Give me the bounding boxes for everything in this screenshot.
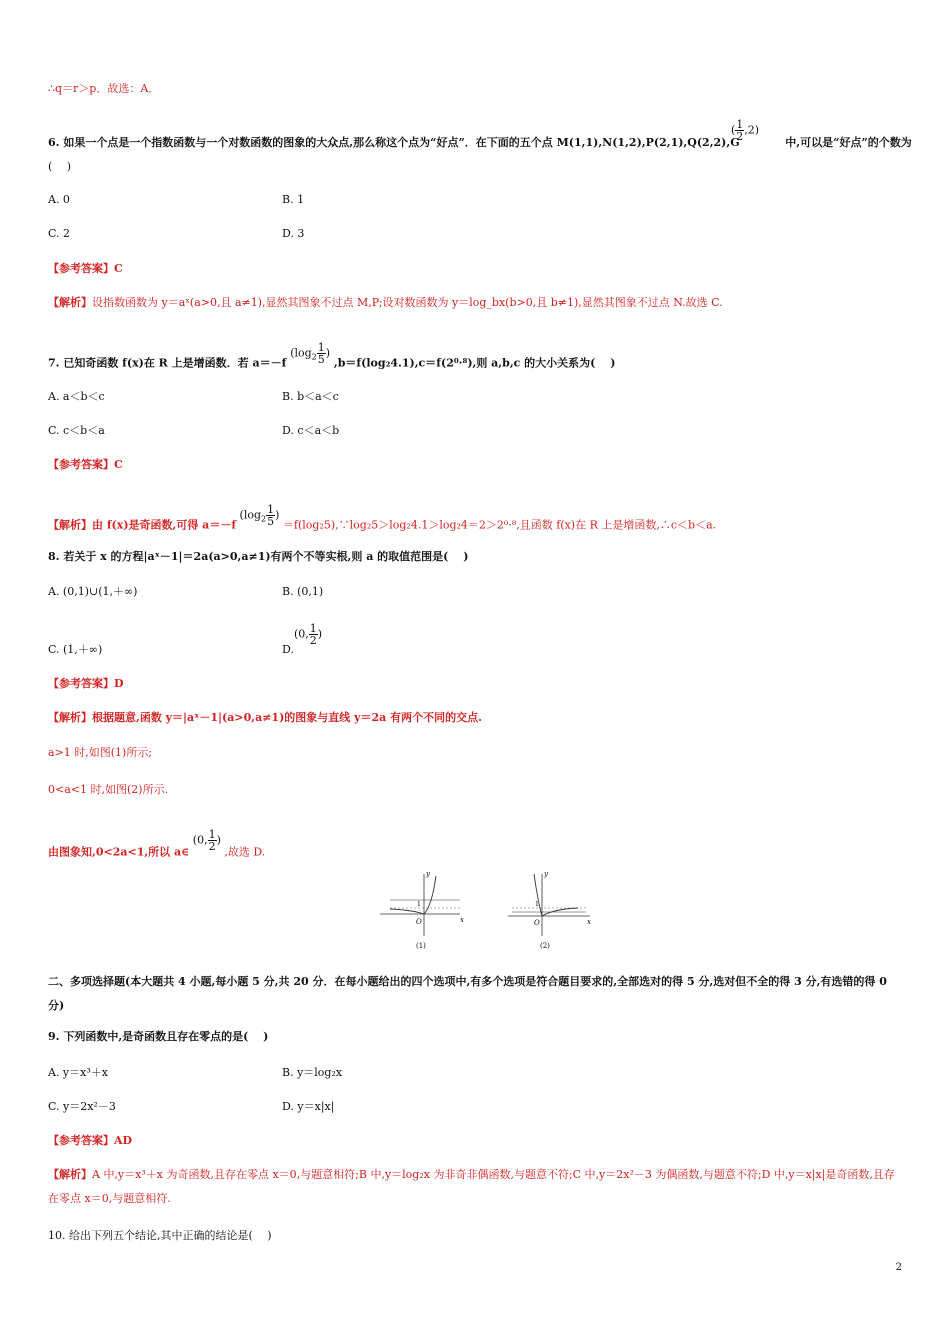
q9-option-a: A. y＝x³＋x bbox=[48, 1066, 108, 1079]
section-2-heading: 二、多项选择题(本大题共 4 小题,每小题 5 分,共 20 分．在每小题给出的四个选项中,有多个选项是符合题目要求的,全部选对的得 5 分,选对但不全的得 3 分,有选错的得 0 分) bbox=[48, 975, 887, 1012]
q8-analysis-1: 【解析】根据题意,函数 y＝|aˣ－1|(a>0,a≠1)的图象与直线 y＝2a 有两个不同的交点. bbox=[48, 711, 482, 724]
q9-option-b: B. y＝log₂x bbox=[282, 1066, 343, 1079]
graph-2-one: 1 bbox=[535, 901, 539, 908]
graph-1-label: (1) bbox=[416, 942, 426, 950]
q7-option-a: A. a＜b＜c bbox=[48, 390, 105, 403]
graph-2-curve bbox=[534, 874, 578, 916]
graph-2-x-label: x bbox=[587, 918, 591, 926]
q7-log-expression: ($\log_2$ $\frac{1}{5}$ ) bbox=[290, 341, 331, 366]
q7-answer: 【参考答案】C bbox=[48, 458, 123, 471]
q8-stem: 8. 若关于 x 的方程|aˣ－1|＝2a(a>0,a≠1)有两个不等实根,则 a 的取值范围是( ) bbox=[48, 550, 469, 563]
q8-analysis-interval: (0, $\frac{1}{2}$ ) bbox=[192, 828, 221, 853]
q8-answer: 【参考答案】D bbox=[48, 677, 124, 690]
q6-answer: 【参考答案】C bbox=[48, 262, 123, 275]
q8-option-d-interval: (0, $\frac{1}{2}$ ) bbox=[294, 622, 323, 647]
graph-2-y-label: y bbox=[544, 870, 548, 878]
graph-1-curve bbox=[390, 876, 436, 914]
q7-option-c: C. c＜b＜a bbox=[48, 424, 105, 437]
q6-option-c: C. 2 bbox=[48, 227, 71, 240]
graph-2-origin: O bbox=[534, 919, 540, 927]
graph-2-label: (2) bbox=[540, 942, 550, 950]
q7-analysis: 【解析】由 f(x)是奇函数,可得 a＝－f ($\log_2$ $\frac{1}{5}$ ) ＝f(log₂5),∵log₂5＞log₂4.1＞log₂4＝2＞2⁰·⁸,且函数 f(x)在 R 上是增函数,∴c＜b＜a. bbox=[48, 503, 717, 532]
q8-option-d: D. (0, $\frac{1}{2}$ ) bbox=[282, 622, 323, 656]
q6-option-b: B. 1 bbox=[282, 193, 305, 206]
q9-stem: 9. 下列函数中,是奇函数且存在零点的是( ) bbox=[48, 1030, 269, 1043]
graph-1-one: 1 bbox=[417, 901, 421, 908]
q6-g-fraction: ( $\frac{1}{2}$ ,2) bbox=[731, 118, 760, 143]
q7-analysis-log: ($\log_2$ $\frac{1}{5}$ ) bbox=[239, 503, 280, 528]
q8-graph-figure bbox=[372, 868, 608, 954]
q7-option-d: D. c＜a＜b bbox=[282, 424, 340, 437]
q6-option-a: A. 0 bbox=[48, 193, 70, 206]
q8-analysis-4: 由图象知,0<2a<1,所以 a∈ (0, $\frac{1}{2}$ ) ,故选 D. bbox=[48, 828, 266, 859]
q9-option-c: C. y＝2x²－3 bbox=[48, 1100, 116, 1113]
q8-option-c: C. (1,＋∞) bbox=[48, 643, 103, 656]
q9-analysis: 【解析】A 中,y＝x³＋x 为奇函数,且存在零点 x＝0,与题意相符;B 中,y＝log₂x 为非奇非偶函数,与题意不符;C 中,y＝2x²－3 为偶函数,与题意不符;D 中,y＝x|x|是奇函数,且存在零点 x＝0,与题意相符. bbox=[48, 1168, 895, 1205]
q8-option-b: B. (0,1) bbox=[282, 585, 324, 598]
q10-stem: 10. 给出下列五个结论,其中正确的结论是( ) bbox=[48, 1229, 272, 1242]
q6-option-d: D. 3 bbox=[282, 227, 305, 240]
q9-answer: 【参考答案】AD bbox=[48, 1134, 133, 1147]
q9-option-d: D. y＝x|x| bbox=[282, 1100, 335, 1113]
graph-1-y-label: y bbox=[426, 870, 430, 878]
q6-analysis: 【解析】设指数函数为 y＝aˣ(a>0,且 a≠1),显然其图象不过点 M,P;设对数函数为 y＝log_bx(b>0,且 b≠1),显然其图象不过点 N.故选 C. bbox=[48, 296, 723, 309]
q8-analysis-2: a>1 时,如图(1)所示; bbox=[48, 746, 153, 759]
graph-1 bbox=[380, 870, 464, 950]
graph-1-origin: O bbox=[416, 918, 422, 926]
graph-1-x-label: x bbox=[460, 916, 464, 924]
graph-2 bbox=[508, 870, 591, 950]
q8-option-a: A. (0,1)∪(1,＋∞) bbox=[48, 585, 138, 598]
q7-option-b: B. b＜a＜c bbox=[282, 390, 339, 403]
top-conclusion: ∴q＝r＞p．故选：A． bbox=[48, 82, 160, 95]
q7-stem: 7. 已知奇函数 f(x)在 R 上是增函数．若 a＝－f ($\log_2$ $\frac{1}{5}$ ) ,b＝f(log₂4.1),c＝f(2⁰·⁸),则 a,b,c 的大小关系为( ) bbox=[48, 341, 616, 370]
page-number: 2 bbox=[895, 1262, 902, 1273]
q6-stem: 6. 如果一个点是一个指数函数与一个对数函数的图象的大众点,那么称这个点为“好点”．在下面的五个点 M(1,1),N(1,2),P(2,1),Q(2,2),G 中,可以是“好点”的个数为 bbox=[48, 136, 912, 149]
q8-analysis-3: 0<a<1 时,如图(2)所示. bbox=[48, 783, 169, 796]
q6-paren: ( ) bbox=[48, 160, 72, 173]
